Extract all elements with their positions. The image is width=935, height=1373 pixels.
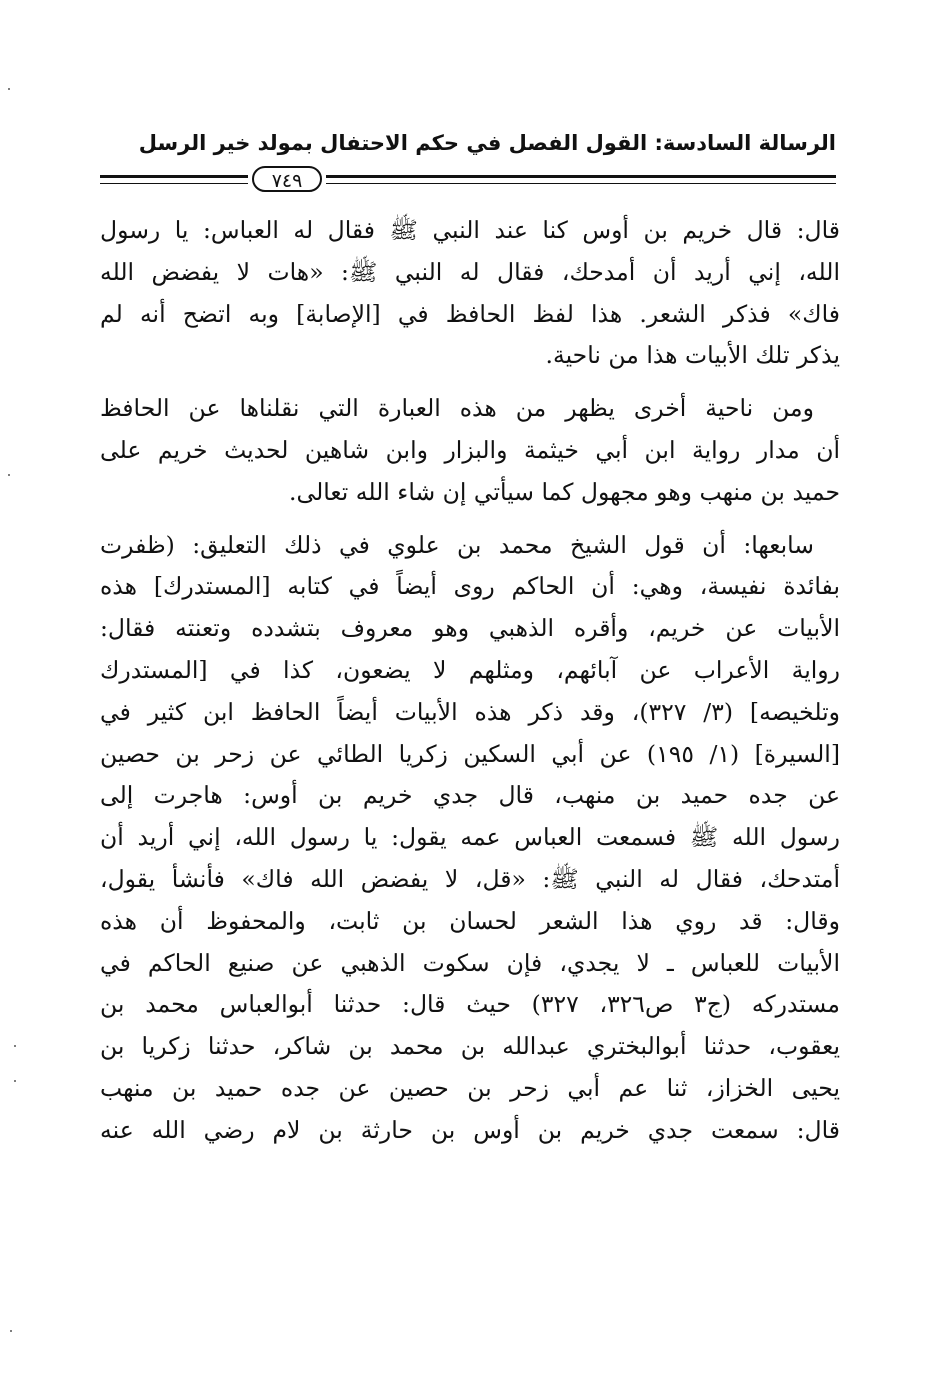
header-rule xyxy=(100,166,836,196)
text-line: قال: قال خريم بن أوس كنا عند النبي ﷺ فقال له العباس: يا رسول xyxy=(100,216,840,244)
paragraph-2 xyxy=(100,388,840,513)
scan-speck xyxy=(14,1045,16,1047)
scan-speck xyxy=(14,1080,16,1082)
text-line: ومن ناحية أخرى يظهر من هذه العبارة التي نقلناها عن الحافظ xyxy=(100,394,814,423)
text-line: رواية الأعراب عن آبائهم، ومثلهم لا يضعون، كذا في [المستدرك xyxy=(100,655,840,684)
text-line: الأبيات للعباس ـ لا يجدي، فإن سكوت الذهبي عن صنيع الحاكم في xyxy=(100,948,840,977)
text-line: سابعها: أن قول الشيخ محمد بن علوي في ذلك التعليق: (ظفرت xyxy=(100,530,814,559)
text-line: يحيى الخزاز، ثنا عم أبي زحر بن حصين عن جده حميد بن منهب xyxy=(100,1073,840,1102)
text-line: يعقوب، حدثنا أبوالبختري عبدالله بن محمد بن شاكر، حدثنا زكريا بن xyxy=(100,1032,840,1061)
text-line: يذكر تلك الأبيات هذا من ناحية. xyxy=(545,341,840,370)
rule-left-bottom xyxy=(100,183,248,184)
rule-right-top xyxy=(326,175,836,178)
scan-speck xyxy=(10,1330,12,1332)
text-line: [السيرة] (١/ ١٩٥) عن أبي السكين زكريا الطائي عن زحر بن حصين xyxy=(100,739,840,768)
text-line: وقال: قد روي هذا الشعر لحسان بن ثابت، والمحفوظ أن هذه xyxy=(100,906,840,935)
page-number: ٧٤٩ xyxy=(252,166,322,192)
text-line: وتلخيصه] (٣/ ٣٢٧)، وقد ذكر هذه الأبيات أيضاً الحافظ ابن كثير في xyxy=(100,697,840,726)
paragraph-3 xyxy=(100,525,840,1152)
scan-speck xyxy=(8,474,10,476)
paragraph-1 xyxy=(100,210,840,377)
text-line: حميد بن منهب وهو مجهول كما سيأتي إن شاء الله تعالى. xyxy=(289,477,840,506)
text-line: أن مدار رواية ابن أبي خيثمة والبزار وابن شاهين لحديث خريم على xyxy=(100,435,840,464)
text-line: الله، إني أريد أن أمدحك، فقال له النبي ﷺ: «هات لا يفضض الله xyxy=(100,257,840,286)
text-line: رسول الله ﷺ فسمعت العباس عمه يقول: يا رسول الله، إني أريد أن xyxy=(100,823,840,852)
text-line: قال: سمعت جدي خريم بن أوس بن حارثة بن لام رضي الله عنه xyxy=(100,1115,840,1144)
text-line: بفائدة نفيسة، وهي: أن الحاكم روى أيضاً في كتابه [المستدرك] هذه xyxy=(100,572,840,601)
body-text xyxy=(100,210,840,1152)
scan-speck xyxy=(8,88,10,90)
running-header: الرسالة السادسة: القول الفصل في حكم الاحتفال بمولد خير الرسل xyxy=(138,131,836,155)
text-line: الأبيات عن خريم، وأقره الذهبي وهو معروف بتشدده وتعنته فقال: xyxy=(100,614,840,643)
text-line: مستدركه (ج٣ ص٣٢٦، ٣٢٧) حيث قال: حدثنا أبوالعباس محمد بن xyxy=(100,990,840,1019)
text-line: أمتدحك، فقال له النبي ﷺ: «قل، لا يفضض الله فاك» فأنشأ يقول، xyxy=(100,864,840,893)
rule-left-top xyxy=(100,175,248,178)
text-line: فاك» فذكر الشعر. هذا لفظ الحافظ في [الإصابة] وبه اتضح أنه لم xyxy=(100,299,840,328)
rule-right-bottom xyxy=(326,183,836,184)
text-line: عن جده حميد بن منهب، قال جدي خريم بن أوس: هاجرت إلى xyxy=(100,781,840,810)
